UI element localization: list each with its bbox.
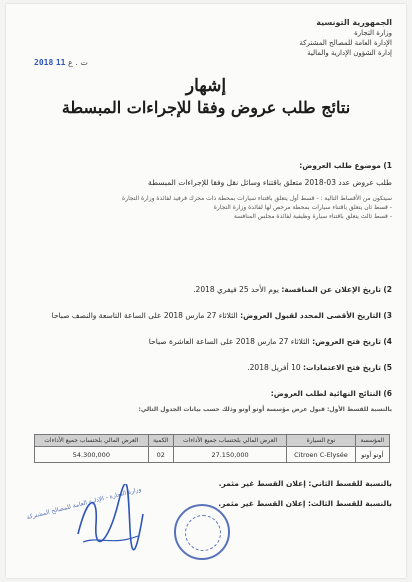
section-credits-date (24, 362, 392, 373)
cell-quantity: 02 (148, 447, 173, 463)
section-label: تاريخ فتح العروض: (312, 337, 381, 346)
lot-detail-2: - قسط ثان يتعلق باقتناء سيارات بمحطة مرخص لها لفائدة وزارة التجارة (213, 204, 392, 211)
section-text: يوم الأحد 25 فيفري 2018. (193, 285, 279, 294)
section-text: الثلاثاء 27 مارس 2018 على الساعة التاسعة والنصف صباحا (51, 311, 238, 320)
section-announcement-date (24, 284, 392, 295)
header-line-ministry: وزارة التجارة (354, 29, 392, 37)
cell-unit-price: 27.150,000 (173, 447, 287, 463)
ministry-header (242, 18, 392, 58)
official-seal-icon (174, 504, 230, 560)
section-number: 4) (383, 337, 392, 346)
section-text: الثلاثاء 27 مارس 2018 على الساعة العاشرة صباحا (148, 337, 310, 346)
section-opening-date (24, 336, 392, 347)
reference-number: 11 (55, 58, 66, 67)
col-company: المؤسسة (355, 435, 389, 447)
lot2-note: بالنسبة للقسط الثاني: إعلان القسط غير مثمر. (218, 479, 392, 488)
reference-year: 2018 (34, 58, 54, 67)
col-unit-price: العرض المالي بلحتساب جميع الأداءات (173, 435, 287, 447)
section-deadline (24, 310, 392, 321)
lot-detail-3: - قسط ثالث يتعلق باقتناء سيارة وظيفية لفائدة مجلس المنافسة (233, 213, 392, 220)
document-subtitle: نتائج طلب عروض وفقا للإجراءات المبسطة (61, 98, 351, 117)
col-vehicle-type: نوع السيارة (287, 435, 355, 447)
section-subject (24, 160, 392, 221)
lot1-note: بالنسبة للقسط الأول: قبول عرض مؤسسة أوتو أوتو وذلك حسب بيانات الجدول التالي: (138, 406, 392, 413)
document-page (6, 4, 406, 578)
cell-total-price: 54.300,000 (35, 447, 149, 463)
col-quantity: الكمية (148, 435, 173, 447)
table-header-row (35, 435, 390, 447)
document-title: إشهار (185, 76, 227, 96)
section-number: 1) (383, 161, 392, 170)
lot3-note: بالنسبة للقسط الثالث: إعلان القسط غير مثمر. (218, 499, 392, 508)
award-table (34, 434, 390, 463)
section-number: 2) (383, 285, 392, 294)
header-line-directorate: الإدارة العامة للمصالح المشتركة (299, 39, 392, 47)
reference-label: ت . ع (68, 58, 88, 67)
reference-stamp (34, 58, 88, 67)
cell-company: أوتو أوتو (355, 447, 389, 463)
header-line-republic: الجمهورية التونسية (316, 18, 392, 27)
section-text: 10 أفريل 2018. (247, 363, 301, 372)
col-total-price: العرض المالي بلحتساب جميع الأداءات (35, 435, 149, 447)
section-label: التاريخ الأقصى المحدد لقبول العروض: (240, 311, 381, 320)
section-number: 5) (383, 363, 392, 372)
section-label: النتائج النهائية لطلب العروض: (270, 389, 381, 398)
lot-detail-1: سيتكون من الأقساط التالية : - قسط أول يتعلق باقتناء سيارات بمحطة ذات محرك قرفيد لفائدة وزارة التجارة (122, 195, 392, 202)
signature-image (68, 484, 148, 554)
section-label: موضوع طلب العروض: (299, 161, 381, 170)
section-number: 3) (383, 311, 392, 320)
section-label: تاريخ فتح الاعتمادات: (303, 363, 381, 372)
section-number: 6) (383, 389, 392, 398)
section-final-results (24, 388, 392, 414)
section-text: طلب عروض عدد 03-2018 متعلق باقتناء وسائل نقل وفقا للإجراءات المبسطة (148, 178, 392, 187)
header-line-department: إدارة الشؤون الإدارية والمالية (307, 49, 392, 57)
cell-vehicle-type: Citroen C-Elysée (287, 447, 355, 463)
table-row (35, 447, 390, 463)
section-label: تاريخ الإعلان عن المنافسة: (281, 285, 381, 294)
official-stamp-text: وزارة التجارة - الإدارة العامة للمصالح المشتركة (25, 485, 143, 522)
